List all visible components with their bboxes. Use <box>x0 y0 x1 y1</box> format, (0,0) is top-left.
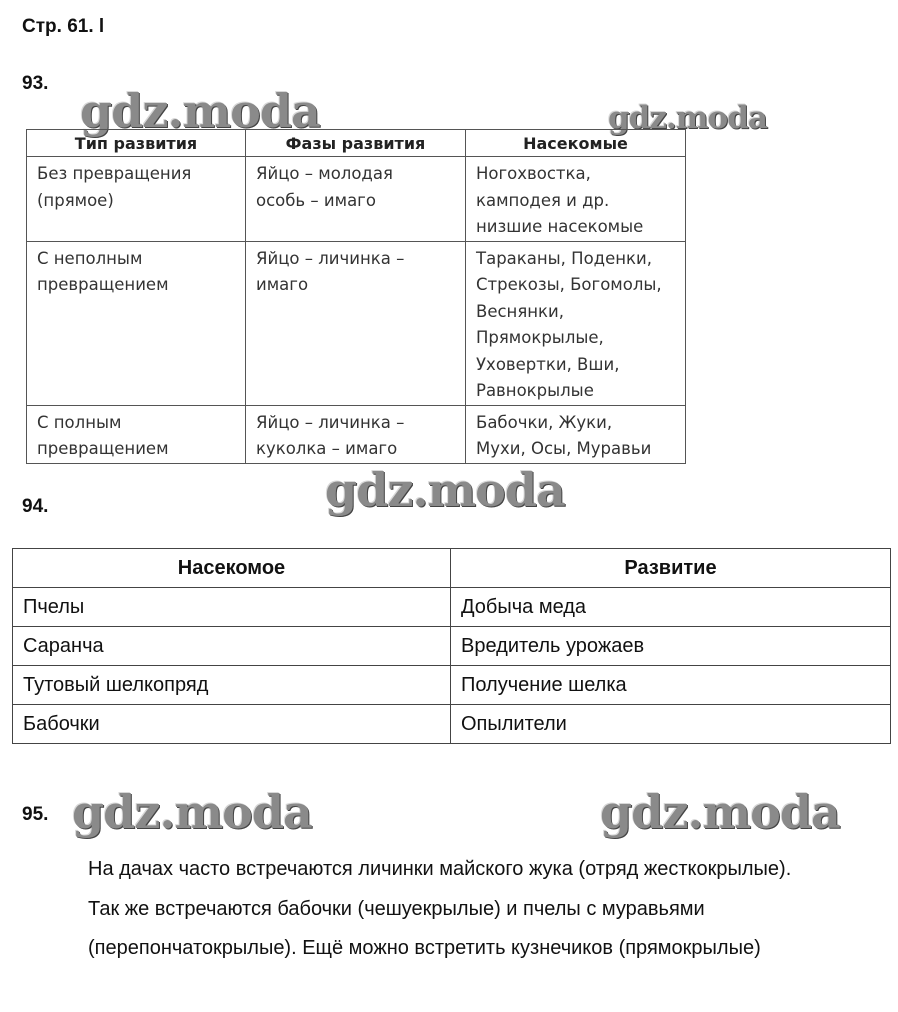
paragraph-line: (перепончатокрылые). Ещё можно встретить кузнечиков (прямокрылые) <box>88 937 761 959</box>
column-header: Насекомые <box>466 130 686 157</box>
answer-paragraph <box>88 850 888 969</box>
table-cell: Ногохвостка, камподея и др. низшие насекомые <box>466 157 686 242</box>
table-cell: Яйцо – личинка – куколка – имаго <box>246 405 466 463</box>
development-types-table <box>26 129 686 464</box>
table-cell: Яйцо – личинка – имаго <box>246 241 466 405</box>
table-cell: Яйцо – молодая особь – имаго <box>246 157 466 242</box>
table-cell: Без превращения (прямое) <box>27 157 246 242</box>
table-cell: Бабочки, Жуки, Мухи, Осы, Муравьи <box>466 405 686 463</box>
table-cell: Тутовый шелкопряд <box>13 666 451 705</box>
watermark: gdz.moda <box>72 785 312 839</box>
table-cell: Саранча <box>13 627 451 666</box>
table-cell: С полным превращением <box>27 405 246 463</box>
table-cell: Пчелы <box>13 588 451 627</box>
table-cell: Тараканы, Поденки, Стрекозы, Богомолы, Веснянки, Прямокрылые, Уховертки, Вши, Равнокрылые <box>466 241 686 405</box>
table-row <box>13 627 891 666</box>
table-header-row <box>27 130 686 157</box>
table-row <box>27 157 686 242</box>
watermark: gdz.moda <box>80 84 320 138</box>
task-93-number: 93. <box>22 73 49 94</box>
watermark: gdz.moda <box>608 100 767 136</box>
task-95-number: 95. <box>22 804 49 825</box>
column-header: Насекомое <box>13 549 451 588</box>
column-header: Фазы развития <box>246 130 466 157</box>
table-cell: Вредитель урожаев <box>451 627 891 666</box>
watermark: gdz.moda <box>600 785 840 839</box>
table-cell: Опылители <box>451 705 891 744</box>
task-94-number: 94. <box>22 496 49 517</box>
paragraph-line: На дачах часто встречаются личинки майского жука (отряд жесткокрылые). <box>88 858 792 880</box>
table-header-row <box>13 549 891 588</box>
table-row <box>27 405 686 463</box>
table-cell: С неполным превращением <box>27 241 246 405</box>
insects-usage-table <box>12 548 891 744</box>
table-row <box>13 588 891 627</box>
page-title: Стр. 61. l <box>22 16 105 37</box>
paragraph-line: Так же встречаются бабочки (чешуекрылые) и пчелы с муравьями <box>88 897 705 920</box>
table-row <box>13 666 891 705</box>
table-cell: Бабочки <box>13 705 451 744</box>
column-header: Тип развития <box>27 130 246 157</box>
table-row <box>27 241 686 405</box>
table-cell: Добыча меда <box>451 588 891 627</box>
table-cell: Получение шелка <box>451 666 891 705</box>
column-header: Развитие <box>451 549 891 588</box>
table-row <box>13 705 891 744</box>
watermark: gdz.moda <box>325 463 565 517</box>
